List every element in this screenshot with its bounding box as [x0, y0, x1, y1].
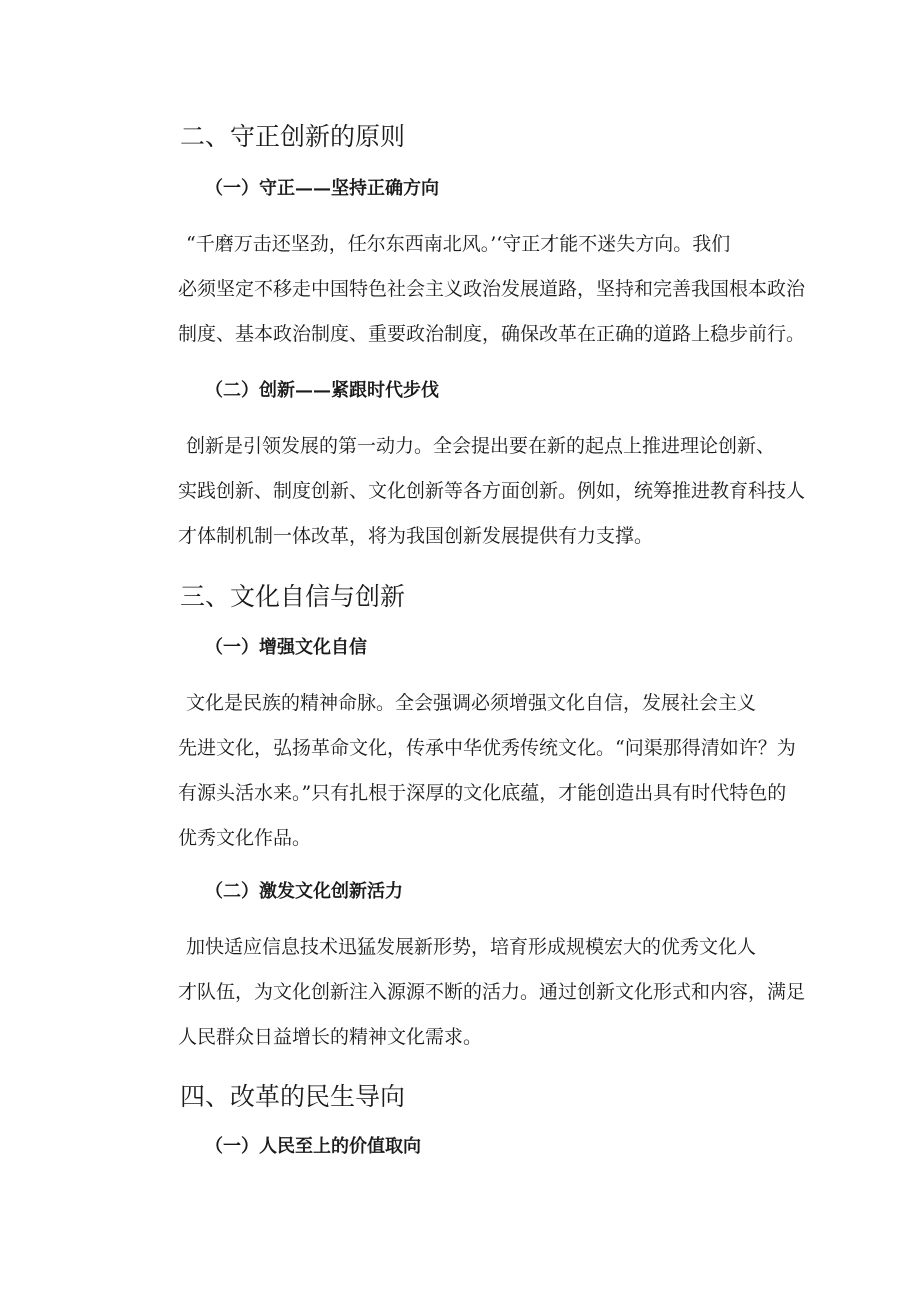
paragraph-line: 必须坚定不移走中国特色社会主义政治发展道路，坚持和完善我国根本政治 — [178, 278, 806, 300]
paragraph-line: 文化是民族的精神命脉。全会强调必须增强文化自信，发展社会主义 — [186, 692, 757, 714]
paragraph-line: 先进文化，弘扬革命文化，传承中华优秀传统文化。“问渠那得清如许？为 — [178, 737, 796, 759]
paragraph-line: 制度、基本政治制度、重要政治制度，确保改革在正确的道路上稳步前行。 — [178, 323, 806, 345]
paragraph — [178, 925, 818, 1060]
paragraph-line: “千磨万击还坚劲，任尔东西南北风。’‘守正才能不迷失方向。我们 — [186, 233, 731, 255]
paragraph — [178, 222, 818, 357]
paragraph-line: 创新是引领发展的第一动力。全会提出要在新的起点上推进理论创新、 — [186, 435, 776, 457]
paragraph — [178, 424, 818, 559]
section-heading: 二、守正创新的原则 — [180, 122, 406, 151]
paragraph — [178, 681, 818, 861]
section-heading: 四、改革的民生导向 — [180, 1082, 406, 1111]
paragraph-line: 有源头活水来。”只有扎根于深厚的文化底蕴，才能创造出具有时代特色的 — [178, 782, 787, 804]
subsection-heading: （一）增强文化自信 — [205, 637, 367, 658]
paragraph-line: 优秀文化作品。 — [178, 827, 312, 849]
paragraph-line: 实践创新、制度创新、文化创新等各方面创新。例如，统筹推进教育科技人 — [178, 480, 806, 502]
paragraph-line: 才体制机制一体改革，将为我国创新发展提供有力支撑。 — [178, 525, 654, 547]
paragraph-line: 人民群众日益增长的精神文化需求。 — [178, 1026, 483, 1048]
section-heading: 三、文化自信与创新 — [180, 582, 406, 611]
subsection-heading: （二）激发文化创新活力 — [205, 881, 403, 902]
paragraph-line: 加快适应信息技术迅猛发展新形势，培育形成规模宏大的优秀文化人 — [186, 936, 757, 958]
subsection-heading: （一）人民至上的价值取向 — [205, 1136, 421, 1157]
paragraph-line: 才队伍，为文化创新注入源源不断的活力。通过创新文化形式和内容，满足 — [178, 981, 806, 1003]
subsection-heading: （一）守正——坚持正确方向 — [205, 178, 439, 199]
subsection-heading: （二）创新——紧跟时代步伐 — [205, 380, 439, 401]
